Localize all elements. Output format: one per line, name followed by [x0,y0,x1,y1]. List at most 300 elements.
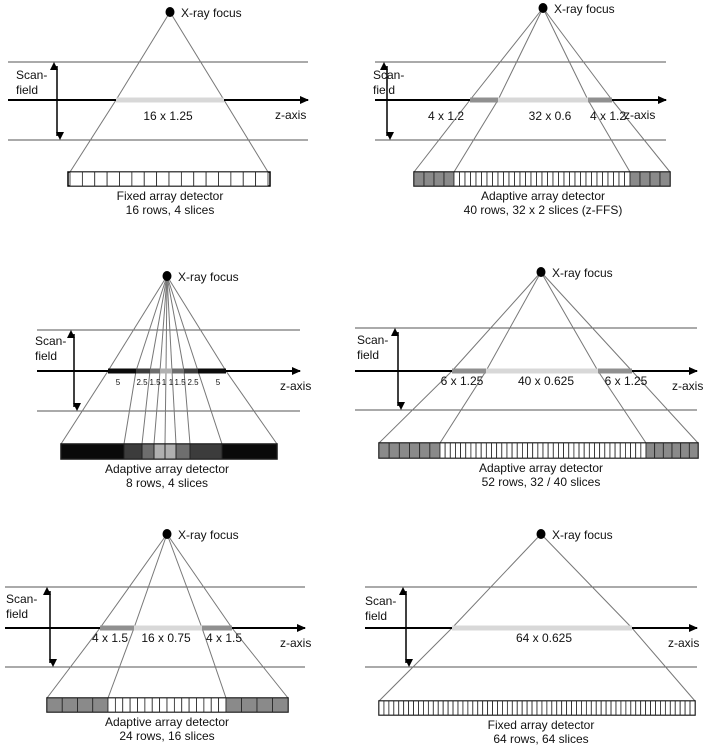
beam-ray-upper [541,272,598,371]
detector-cell [409,701,414,715]
detector-cell [663,443,672,458]
slice-width-label: 4 x 1.5 [205,631,243,645]
detector-cell [107,172,119,186]
detector-cell [394,701,399,715]
focus-spot [163,271,172,281]
detector-cell [570,172,576,186]
detector-cell [575,172,581,186]
detector-cell [486,443,491,458]
detector-cell [242,698,258,712]
detector-cell [630,172,640,186]
detector-cell [646,701,651,715]
detector-cell [468,701,473,715]
detector-cell [226,698,242,712]
slice-width-label: 5 [215,378,221,387]
focus-label: X-ray focus [181,6,242,20]
detector-cell [450,443,455,458]
panel-6 [365,528,699,746]
slice-band [160,369,166,374]
detector-cell [61,444,124,459]
detector-cell [572,701,577,715]
detector-cell [197,698,204,712]
detector-cell [130,698,137,712]
detector-cell [526,172,532,186]
detector-cell [502,443,507,458]
slice-band [202,626,232,631]
detector-cell [589,443,594,458]
detector-cell [190,444,222,459]
slice-band [134,626,202,631]
focus-spot [537,267,546,277]
detector-cell [493,172,499,186]
detector-cell [414,701,419,715]
detector-cell [680,701,685,715]
beam-ray-upper [541,534,632,628]
detector-cell [512,701,517,715]
beam-ray-lower [224,100,268,172]
detector-cell [493,701,498,715]
detector-cell [465,172,471,186]
focus-spot [166,7,175,17]
detector-cell [512,443,517,458]
detector-cell [95,172,107,186]
detector-cell [584,443,589,458]
detector-cell [625,443,630,458]
detector-cell [531,172,537,186]
detector-cell [509,172,515,186]
detector-cell [132,172,144,186]
detector-cell [492,443,497,458]
detector-cell [466,443,471,458]
slice-band [184,369,198,374]
detector-cell [414,172,424,186]
detector-cell [564,443,569,458]
detector-cell [123,698,130,712]
detector-cell [517,701,522,715]
detector-cell [636,443,641,458]
slice-width-label: 1 [168,378,174,387]
detector-cell [448,701,453,715]
slice-width-label: 2.5 [187,378,199,387]
slice-band [598,369,632,374]
detector-cell [108,698,115,712]
detector-cell [443,701,448,715]
detector-cell [564,172,570,186]
slice-width-label: 4 x 1.5 [91,631,129,645]
detector-cell [145,698,152,712]
beam-ray-upper [116,12,170,100]
detector-cell [581,172,587,186]
detector-caption-detail: 40 rows, 32 x 2 slices (z-FFS) [463,203,623,217]
detector-cell [433,701,438,715]
detector-cell [616,701,621,715]
detector-cell [471,443,476,458]
detector-cell [93,698,108,712]
z-axis-label: z-axis [280,379,312,393]
detector-cell [502,701,507,715]
focus-label: X-ray focus [178,270,239,284]
slice-width-label: 16 x 0.75 [141,631,191,645]
slice-band [136,369,150,374]
detector-cell [670,701,675,715]
detector-cell [597,172,603,186]
detector-cell [211,698,218,712]
detector-cell [176,444,190,459]
scan-field-label: Scan- [373,68,405,82]
slice-width-label: 6 x 1.25 [604,374,648,388]
scan-field-label: field [365,609,388,623]
beam-ray-upper [170,12,224,100]
detector-cell [379,701,384,715]
beam-ray-lower [61,371,108,444]
z-axis-label: z-axis [672,379,704,393]
detector-cell [522,443,527,458]
detector-caption-detail: 52 rows, 32 / 40 slices [481,475,601,489]
focus-label: X-ray focus [554,2,615,16]
detector-cell [410,443,420,458]
detector-cell [82,172,94,186]
detector-cell [181,172,193,186]
scan-field-label: field [373,83,396,97]
detector-cell [601,701,606,715]
detector-cell [665,701,670,715]
detector-caption-detail: 24 rows, 16 slices [119,729,215,743]
detector-cell [430,443,440,458]
detector-cell [577,701,582,715]
detector-cell [182,698,189,712]
z-axis-label: z-axis [275,108,307,122]
scan-field-label: field [357,348,380,362]
detector-cell [626,701,631,715]
detector-cell [384,701,389,715]
beam-ray-upper [498,8,543,100]
detector-cell [586,701,591,715]
detector-cell [473,701,478,715]
detector-cell [517,443,522,458]
detector-cell [528,443,533,458]
scan-field-label: Scan- [365,594,397,608]
detector-cell [574,443,579,458]
detector-cell [595,443,600,458]
detector-cell [138,698,145,712]
detector-cell [548,443,553,458]
beam-ray-upper [100,534,167,628]
detector-cell [460,172,466,186]
detector-cell [552,701,557,715]
slice-band [452,369,486,374]
detector-cell [454,172,460,186]
slice-width-label: 4 x 1.2 [427,109,465,123]
z-axis-label: z-axis [280,636,312,650]
detector-cell [681,443,690,458]
detector-cell [532,701,537,715]
detector-cell [689,443,698,458]
slice-band [116,98,224,103]
detector-cell [592,172,598,186]
detector-cell [690,701,695,715]
detector-cell [527,701,532,715]
detector-cell [379,443,389,458]
slice-band [198,369,226,374]
beam-ray-upper [167,534,202,628]
detector-cell [600,443,605,458]
detector-caption: Adaptive array detector [104,462,230,476]
detector-cell [423,701,428,715]
panel-4 [355,266,703,489]
focus-spot [163,529,172,539]
detector-cell [154,444,165,459]
detector-cell [520,172,526,186]
scan-field-label: field [16,83,39,97]
beam-ray-upper [541,272,632,371]
beam-ray-upper [136,276,167,371]
detector-cell [650,172,660,186]
detector-cell [553,172,559,186]
slice-width-label: 32 x 0.6 [528,109,572,123]
detector-cell [124,444,142,459]
slice-width-label: 5 [115,378,121,387]
detector-cell [424,172,434,186]
detector-cell [219,698,226,712]
beam-ray-upper [452,272,541,371]
detector-cell [389,701,394,715]
beam-ray-upper [543,8,612,100]
slice-band [166,369,172,374]
detector-caption-detail: 64 rows, 64 slices [493,732,589,746]
detector-cell [581,701,586,715]
detector-caption: Fixed array detector [487,718,595,732]
detector-cell [434,172,444,186]
detector-cell [538,443,543,458]
detector-cell [621,701,626,715]
detector-cell [640,172,650,186]
detector-cell [641,701,646,715]
detector-cell [557,701,562,715]
detector-cell [453,701,458,715]
z-axis-label: z-axis [668,636,700,650]
beam-ray-lower [379,628,452,701]
detector-cell [655,443,664,458]
focus-spot [537,529,546,539]
slice-width-label: 6 x 1.25 [440,374,484,388]
detector-caption: Adaptive array detector [480,189,606,203]
slice-band [100,626,134,631]
detector-cell [562,701,567,715]
detector-cell [70,172,82,186]
detector-cell [537,172,543,186]
detector-cell [646,443,655,458]
detector-caption-detail: 8 rows, 4 slices [125,476,209,490]
slice-width-label: 64 x 0.625 [515,631,573,645]
detector-cell [542,172,548,186]
detector-cell [611,701,616,715]
detector-cell [620,443,625,458]
detector-cell [641,443,646,458]
detector-cell [482,172,488,186]
detector-cell [47,698,62,712]
detector-cell [165,444,176,459]
panel-2 [373,2,670,217]
detector-cell [157,172,169,186]
detector-cell [631,701,636,715]
detector-cell [651,701,656,715]
focus-label: X-ray focus [552,266,613,280]
detector-cell [478,701,483,715]
detector-cell [152,698,159,712]
detector-cell [62,698,77,712]
z-axis-label: z-axis [624,108,656,122]
detector-cell [522,701,527,715]
detector-cell [483,701,488,715]
slice-band [150,369,160,374]
detector-cell [603,172,609,186]
detector-cell [142,444,154,459]
detector-cell [656,701,661,715]
detector-caption-detail: 16 rows, 4 slices [125,203,215,217]
focus-spot [539,3,548,13]
detector-cell [507,443,512,458]
scan-field-label: Scan- [35,334,67,348]
detector-cell [548,172,554,186]
detector-cell [399,701,404,715]
scan-field-label: field [6,607,29,621]
detector-cell [533,443,538,458]
detector-cell [543,443,548,458]
slice-width-label: 4 x 1.2 [589,109,627,123]
detector-cell [389,443,399,458]
slice-band [486,369,598,374]
detector-cell [194,172,206,186]
detector-cell [444,172,454,186]
scan-field-label: Scan- [6,592,38,606]
detector-cell [537,701,542,715]
detector-cell [144,172,156,186]
detector-cell [160,698,167,712]
detector-cell [614,172,620,186]
detector-cell [169,172,181,186]
detector-cell [115,698,122,712]
panel-3 [35,270,311,490]
detector-cell [567,701,572,715]
detector-cell [438,701,443,715]
detector-cell [458,701,463,715]
detector-cell [399,443,409,458]
detector-cell [591,701,596,715]
detector-cell [476,443,481,458]
detector-cell [78,698,93,712]
detector-cell [120,172,132,186]
detector-cell [440,443,445,458]
detector-cell [243,172,255,186]
detector-cell [222,444,277,459]
slice-band [172,369,184,374]
detector-cell [167,698,174,712]
slice-band [588,98,612,103]
detector-cell [610,443,615,458]
detector-cell [619,172,625,186]
slice-width-label: 2.5 [136,378,148,387]
detector-cell [476,172,482,186]
detector-cell [420,443,430,458]
beam-ray-upper [452,534,541,628]
slice-width-label: 16 x 1.25 [143,109,193,123]
panel-5 [5,528,311,743]
detector-cell [204,698,211,712]
detector-cell [579,443,584,458]
detector-caption: Fixed array detector [116,189,224,203]
detector-cell [542,701,547,715]
detector-cell [257,698,273,712]
detector-cell [471,172,477,186]
detector-cell [685,701,690,715]
detector-cell [461,443,466,458]
detector-cell [463,701,468,715]
detector-cell [660,172,670,186]
detector-cell [231,172,243,186]
scan-field-label: field [35,349,58,363]
detector-cell [498,172,504,186]
detector-cell [615,443,620,458]
beam-ray-upper [543,8,588,100]
scan-field-label: Scan- [357,333,389,347]
slice-band [452,626,632,631]
detector-cell [672,443,681,458]
detector-caption: Adaptive array detector [104,715,230,729]
slice-band [108,369,136,374]
detector-cell [675,701,680,715]
beam-ray-upper [134,534,167,628]
slice-width-label: 1.5 [149,378,161,387]
beam-ray-upper [470,8,543,100]
slice-band [470,98,498,103]
detector-cell [206,172,218,186]
panel-1 [8,6,308,217]
focus-label: X-ray focus [552,528,613,542]
detector-cell [487,172,493,186]
detector-cell [497,443,502,458]
detector-cell [631,443,636,458]
detector-cell [273,698,289,712]
scan-field-label: Scan- [16,68,48,82]
detector-cell [608,172,614,186]
detector-cell [553,443,558,458]
detector-cell [174,698,181,712]
detector-cell [558,443,563,458]
detector-cell [547,701,552,715]
detector-cell [507,701,512,715]
detector-cell [660,701,665,715]
slice-width-label: 1 [161,378,167,387]
slice-width-label: 40 x 0.625 [517,374,575,388]
detector-cell [606,701,611,715]
detector-caption: Adaptive array detector [478,461,604,475]
focus-label: X-ray focus [178,528,239,542]
beam-ray-upper [167,534,232,628]
beam-ray-lower [226,371,277,444]
detector-cell [488,701,493,715]
detector-cell [428,701,433,715]
detector-cell [625,172,631,186]
detector-cell [256,172,268,186]
detector-cell [455,443,460,458]
beam-ray-lower [70,100,116,172]
detector-cell [445,443,450,458]
detector-cell [404,701,409,715]
detector-cell [498,701,503,715]
detector-cell [586,172,592,186]
detector-cell [559,172,565,186]
detector-cell [569,443,574,458]
